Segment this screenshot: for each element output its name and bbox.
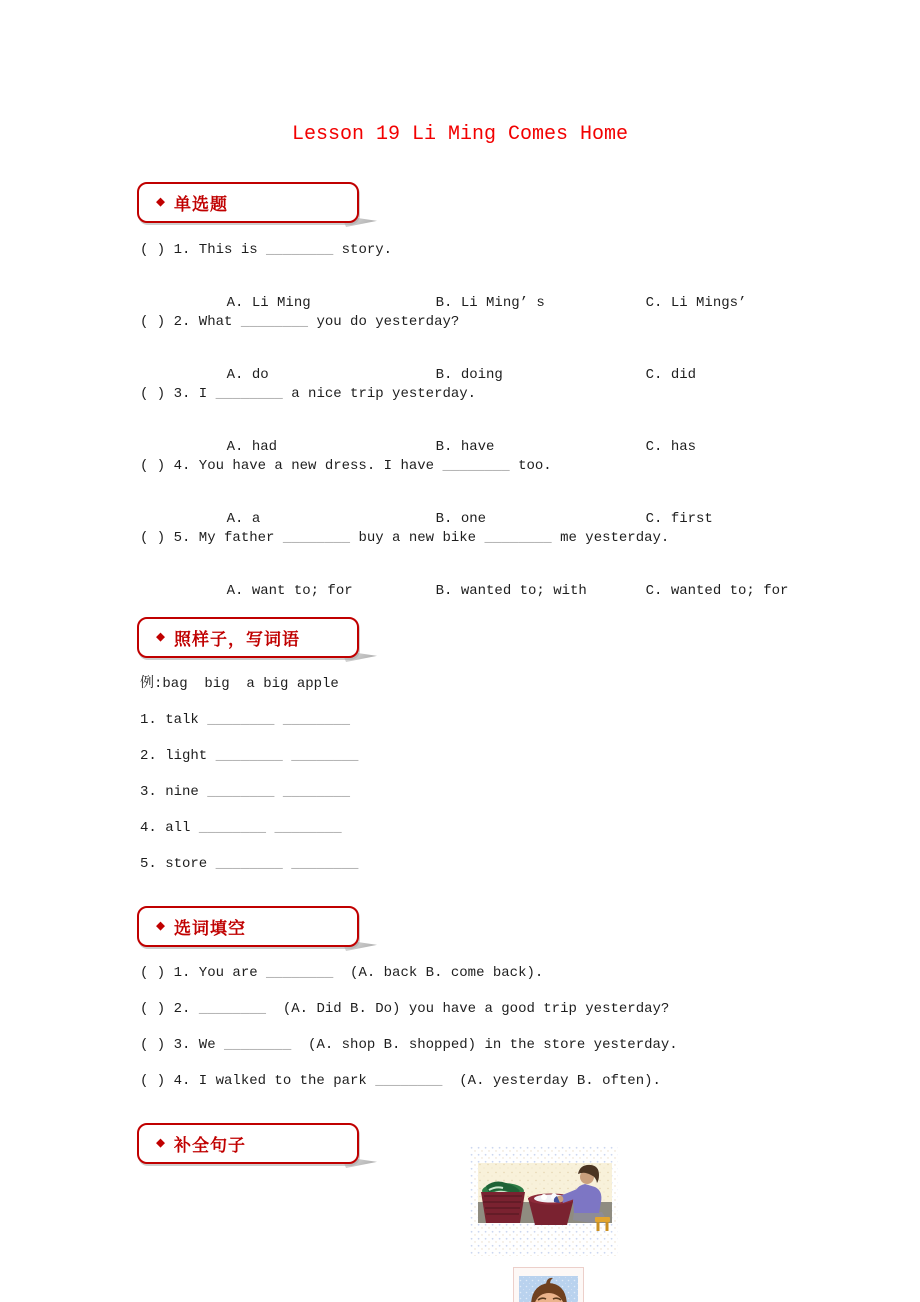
diamond-icon: ◆ [156,1135,166,1152]
option-b: B. Li Ming’ s [435,295,545,311]
section-header-box [137,182,359,223]
option-a: A. do [226,367,269,383]
child-photo-image [513,1267,584,1302]
option-c: C. Li Mings’ [645,295,747,311]
section-header-fill-blanks [137,906,359,947]
section-header-write-words [137,617,359,658]
option-b: B. wanted to; with [435,583,587,599]
section-header-box [137,1123,359,1164]
option-a: A. want to; for [226,583,353,599]
mc-question-4: ( ) 4. You have a new dress. I have ________ too. [140,458,552,474]
diamond-icon: ◆ [156,629,166,646]
write-words-item-1: 1. talk ________ ________ [140,712,351,728]
fill-item-2: ( ) 2. ________ (A. Did B. Do) you have a good trip yesterday? [140,1001,670,1017]
option-a: A. a [226,511,261,527]
write-words-item-4: 4. all ________ ________ [140,820,342,836]
page-title: Lesson 19 Li Ming Comes Home [291,123,629,146]
option-a: A. Li Ming [226,295,311,311]
option-c: C. did [645,367,697,383]
section-header-multiple-choice [137,182,359,223]
section-title-fill-blanks: 选词填空 [174,919,247,938]
write-words-item-5: 5. store ________ ________ [140,856,359,872]
washing-clothes-image [470,1146,618,1256]
section-title-write-words: 照样子，写词语 [174,630,301,649]
diamond-icon: ◆ [156,918,166,935]
section-title-multiple-choice: 单选题 [174,195,229,214]
write-words-item-2: 2. light ________ ________ [140,748,359,764]
option-b: B. have [435,439,495,455]
option-a: A. had [226,439,278,455]
option-c: C. first [645,511,713,527]
option-b: B. one [435,511,487,527]
section-header-box [137,906,359,947]
option-b: B. doing [435,367,503,383]
fill-item-4: ( ) 4. I walked to the park ________ (A. yesterday B. often). [140,1073,661,1089]
section-header-complete-sentences [137,1123,359,1164]
fill-item-1: ( ) 1. You are ________ (A. back B. come back). [140,965,544,981]
mc-question-5: ( ) 5. My father ________ buy a new bike ________ me yesterday. [140,530,670,546]
section-header-box [137,617,359,658]
write-words-item-3: 3. nine ________ ________ [140,784,351,800]
diamond-icon: ◆ [156,194,166,211]
mc-question-2: ( ) 2. What ________ you do yesterday? [140,314,460,330]
write-words-example: 例:bag big a big apple [140,676,339,692]
fill-item-3: ( ) 3. We ________ (A. shop B. shopped) in the store yesterday. [140,1037,678,1053]
mc-question-3: ( ) 3. I ________ a nice trip yesterday. [140,386,477,402]
option-c: C. wanted to; for [645,583,789,599]
section-title-complete-sentences: 补全句子 [174,1136,247,1155]
mc-options-5 [193,566,788,617]
option-c: C. has [645,439,697,455]
mc-question-1: ( ) 1. This is ________ story. [140,242,393,258]
